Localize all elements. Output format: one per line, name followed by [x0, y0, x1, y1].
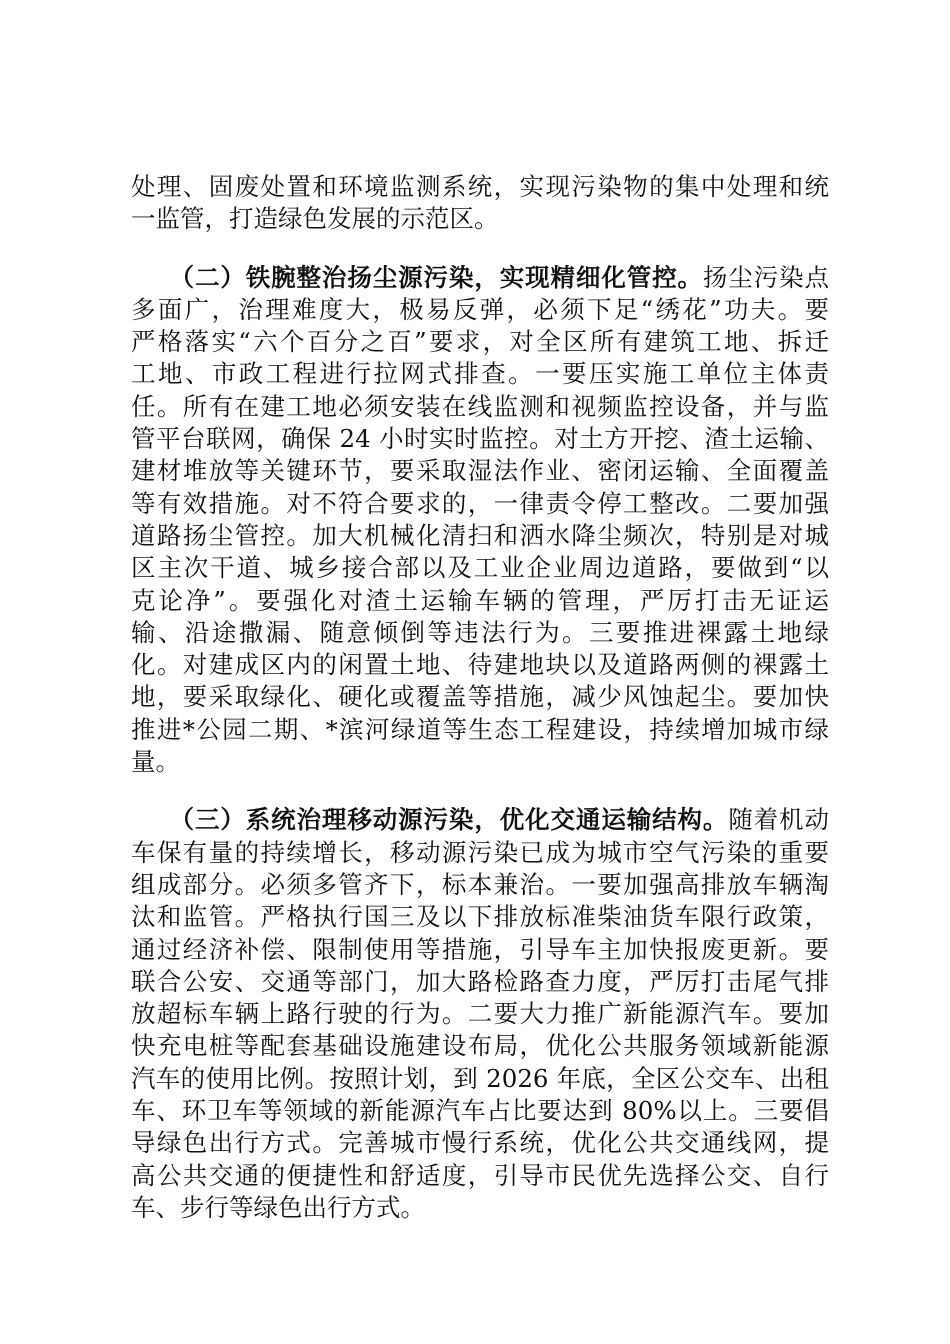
text-line: 道路扬尘管控。加大机械化清扫和洒水降尘频次，特别是对城 — [131, 520, 829, 550]
text-line: 一监管，打造绿色发展的示范区。 — [131, 204, 499, 234]
text-line: 车保有量的持续增长，移动源污染已成为城市空气污染的重要 — [131, 837, 829, 867]
text-line: 建材堆放等关键环节，要采取湿法作业、密闭运输、全面覆盖 — [131, 456, 829, 486]
paragraph-2 — [131, 262, 829, 779]
text-line: 任。所有在建工地必须安装在线监测和视频监控设备，并与监 — [131, 391, 829, 421]
text-line: 工地、市政工程进行拉网式排查。一要压实施工单位主体责 — [131, 359, 829, 389]
paragraph-1 — [131, 171, 829, 236]
text-line: 克论净”。要强化对渣土运输车辆的管理，严厉打击无证运 — [131, 585, 829, 615]
paragraph-3 — [131, 804, 829, 1224]
section-heading-3: （三）系统治理移动源污染，优化交通运输结构。 — [181, 805, 729, 835]
text-line: 化。对建成区内的闲置土地、待建地块以及道路两侧的裸露土 — [131, 650, 829, 680]
paragraph-gap — [131, 236, 829, 262]
text-line: 量。 — [131, 747, 180, 777]
text-line: 高公共交通的便捷性和舒适度，引导市民优先选择公交、自行 — [131, 1160, 829, 1190]
text-line: 推进*公园二期、*滨河绿道等生态工程建设，持续增加城市绿 — [131, 714, 829, 744]
text-line: 汽车的使用比例。按照计划，到 2026 年底，全区公交车、出租 — [131, 1063, 829, 1093]
text-run: 扬尘污染点 — [702, 262, 829, 292]
section-heading-2: （二）铁腕整治扬尘源污染，实现精细化管控。 — [181, 262, 703, 292]
text-line: 管平台联网，确保 24 小时实时监控。对土方开挖、渣土运输、 — [131, 424, 829, 454]
text-run: 随着机动 — [728, 805, 830, 835]
text-line: 车、环卫车等领域的新能源汽车占比要达到 80%以上。三要倡 — [131, 1096, 829, 1126]
text-line: 通过经济补偿、限制使用等措施，引导车主加快报废更新。要 — [131, 934, 829, 964]
text-line: 等有效措施。对不符合要求的，一律责令停工整改。二要加强 — [131, 488, 829, 518]
text-line: 快充电桩等配套基础设施建设布局，优化公共服务领域新能源 — [131, 1031, 829, 1061]
text-line: 联合公安、交通等部门，加大路检路查力度，严厉打击尾气排 — [131, 966, 829, 996]
paragraph-gap — [131, 778, 829, 804]
text-line: 汰和监管。严格执行国三及以下排放标准柴油货车限行政策， — [131, 902, 829, 932]
text-line: 导绿色出行方式。完善城市慢行系统，优化公共交通线网，提 — [131, 1128, 829, 1158]
text-line — [131, 262, 829, 294]
text-line — [131, 804, 829, 836]
text-line: 输、沿途撒漏、随意倾倒等违法行为。三要推进裸露土地绿 — [131, 617, 829, 647]
text-line: 严格落实“六个百分之百”要求，对全区所有建筑工地、拆迁 — [131, 327, 829, 357]
text-line: 多面广，治理难度大，极易反弹，必须下足“绣花”功夫。要 — [131, 294, 829, 324]
text-line: 车、步行等绿色出行方式。 — [131, 1192, 425, 1222]
text-line: 组成部分。必须多管齐下，标本兼治。一要加强高排放车辆淘 — [131, 869, 829, 899]
text-line: 地，要采取绿化、硬化或覆盖等措施，减少风蚀起尘。要加快 — [131, 682, 829, 712]
text-line: 处理、固废处置和环境监测系统，实现污染物的集中处理和统 — [131, 172, 829, 201]
text-line: 区主次干道、城乡接合部以及工业企业周边道路，要做到“以 — [131, 553, 829, 583]
document-body — [131, 171, 829, 1224]
text-line: 放超标车辆上路行驶的行为。二要大力推广新能源汽车。要加 — [131, 999, 829, 1029]
